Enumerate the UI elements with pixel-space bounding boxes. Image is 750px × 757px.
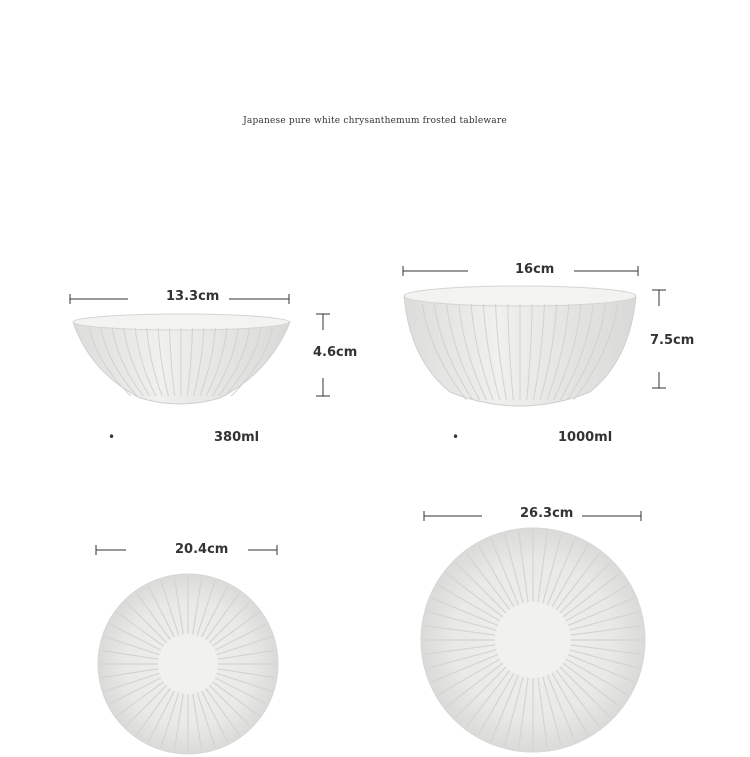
large-plate-image	[421, 528, 645, 752]
large-plate-center	[495, 602, 571, 678]
small-plate-width-label: 20.4cm	[175, 542, 229, 557]
large-bowl-bullet: •	[452, 430, 460, 444]
large-bowl-width-label: 16cm	[515, 262, 555, 277]
small-bowl-rim	[73, 314, 289, 330]
large-plate-width-label: 26.3cm	[520, 506, 574, 521]
large-bowl-height-label: 7.5cm	[650, 333, 695, 348]
large-bowl-rim	[404, 286, 636, 306]
small-plate-center	[158, 634, 218, 694]
large-bowl-image	[404, 286, 636, 406]
small-bowl-height-label: 4.6cm	[313, 345, 358, 360]
small-bowl-bullet: •	[108, 430, 116, 444]
large-bowl-capacity: 1000ml	[558, 430, 613, 445]
small-plate-image	[98, 574, 278, 754]
small-bowl-image	[73, 314, 290, 404]
small-bowl-width-label: 13.3cm	[166, 289, 220, 304]
page-title: Japanese pure white chrysanthemum frosted tableware	[243, 116, 507, 126]
small-bowl-capacity: 380ml	[214, 430, 260, 445]
